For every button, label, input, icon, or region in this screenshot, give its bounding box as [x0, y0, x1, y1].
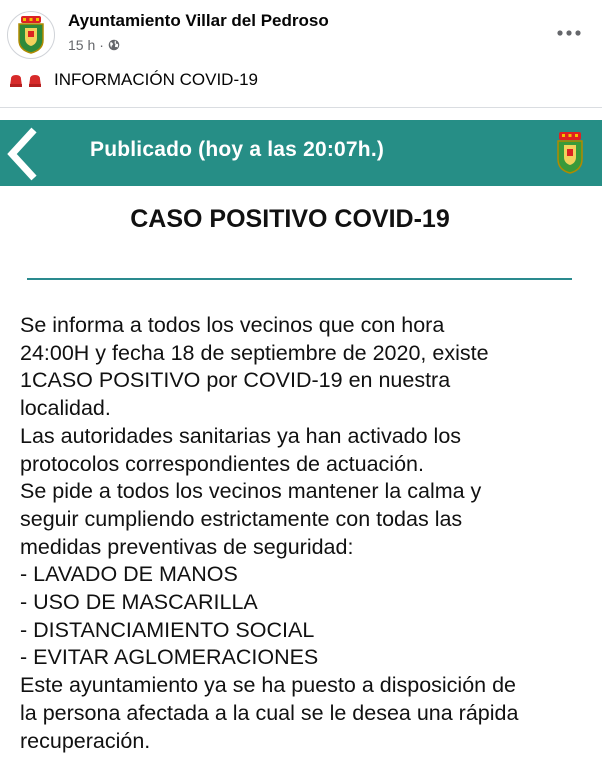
page-name[interactable]: Ayuntamiento Villar del Pedroso	[68, 11, 329, 30]
case-title: CASO POSITIVO COVID-19	[130, 205, 450, 233]
body-line: protocolos correspondientes de actuación.	[20, 451, 424, 476]
body-line: 24:00H y fecha 18 de septiembre de 2020, existe	[20, 340, 489, 365]
announcement-body	[20, 312, 590, 755]
globe-icon	[108, 39, 120, 51]
coat-of-arms-icon	[16, 16, 46, 54]
meta-separator: ·	[99, 37, 104, 53]
body-line: medidas preventivas de seguridad:	[20, 534, 354, 559]
body-line: seguir cumpliendo estrictamente con todas las	[20, 506, 463, 531]
red-cross-emoji-icon	[27, 72, 43, 88]
chevron-left-icon	[4, 126, 40, 182]
title-rule	[27, 278, 572, 280]
post-header	[0, 0, 602, 64]
body-line: Se pide a todos los vecinos mantener la calma y	[20, 479, 482, 504]
body-line: Las autoridades sanitarias ya han activado los	[20, 423, 462, 448]
body-line: Este ayuntamiento ya se ha puesto a disposición de	[20, 673, 517, 698]
coat-of-arms-icon	[555, 132, 585, 174]
red-cross-emoji-icon	[8, 72, 24, 88]
post-image[interactable]	[0, 108, 602, 764]
post-text	[8, 70, 258, 90]
body-line: - EVITAR AGLOMERACIONES	[20, 645, 319, 670]
body-line: la persona afectada a la cual se le desea una rápida	[20, 700, 519, 725]
post-time[interactable]: 15 h	[68, 37, 96, 53]
body-line: Se informa a todos los vecinos que con hora	[20, 313, 445, 337]
more-options-icon[interactable]	[556, 28, 582, 38]
published-label: Publicado (hoy a las 20:07h.)	[90, 138, 385, 161]
post-message: INFORMACIÓN COVID-19	[54, 70, 259, 89]
image-banner	[0, 120, 602, 186]
body-line: localidad.	[20, 396, 111, 421]
body-line: - LAVADO DE MANOS	[20, 562, 238, 587]
emoji-group	[8, 72, 43, 88]
body-line: recuperación.	[20, 728, 151, 753]
body-line: 1CASO POSITIVO por COVID-19 en nuestra	[20, 368, 451, 393]
body-line: - USO DE MASCARILLA	[20, 590, 258, 615]
avatar[interactable]	[7, 11, 55, 59]
body-line: - DISTANCIAMIENTO SOCIAL	[20, 617, 315, 642]
post-meta	[68, 37, 120, 53]
